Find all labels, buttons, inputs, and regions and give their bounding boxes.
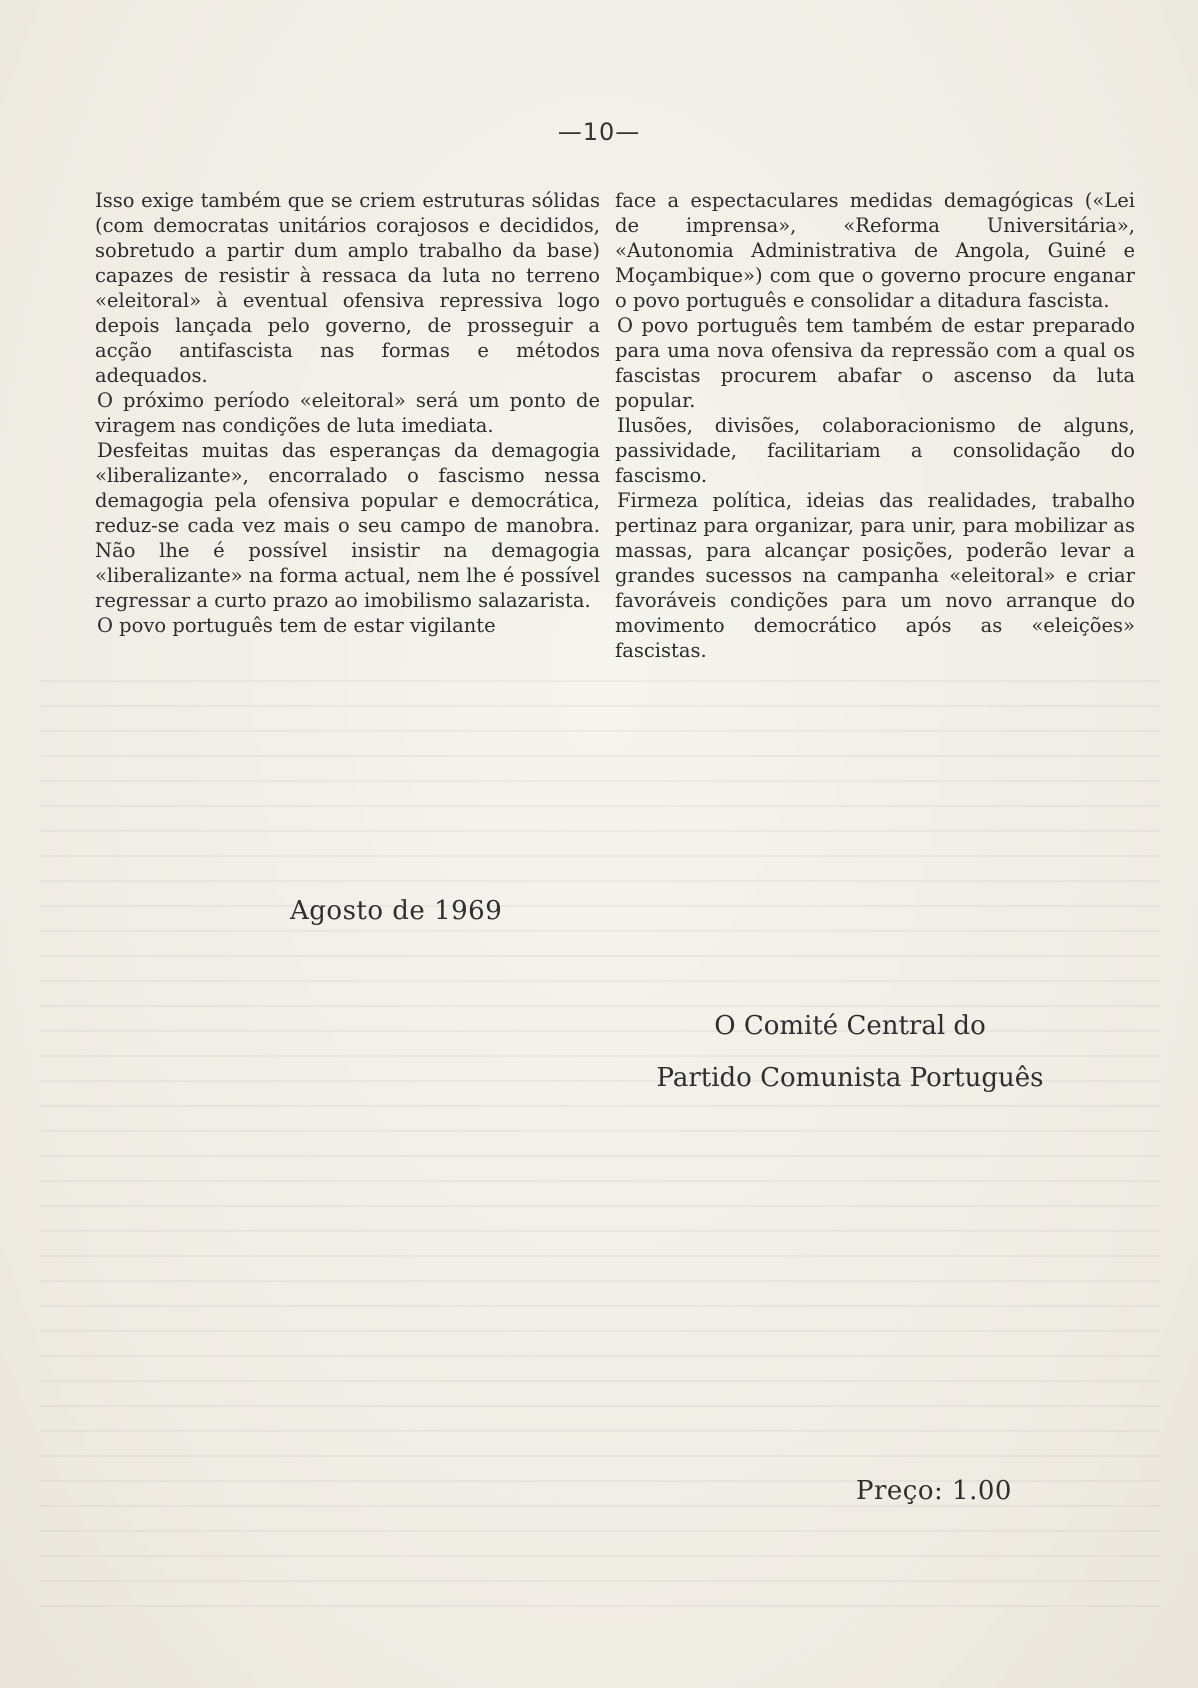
bleed-through-texture — [40, 680, 1160, 1610]
right-paragraph-4: Firmeza política, ideias das realidades, trabalho pertinaz para organizar, para unir, para mobilizar as massas, para alcançar posições, poderão levar a grandes sucessos na campanha «eleitoral» e criar favoráveis condições para um novo arranque do movimento democrático após as «eleições» fascistas. — [615, 489, 1135, 662]
left-paragraph-3: Desfeitas muitas das esperanças da demagogia «liberalizante», encorralado o fascismo nessa demagogia pela ofensiva popular e democrática, reduz-se cada vez mais o seu campo de manobra. Não lhe é possível insistir na demagogia «liberalizante» na forma actual, nem lhe é possível regressar a curto prazo ao imobilismo salazarista. — [95, 439, 600, 612]
price-label: Preço: 1.00 — [856, 1476, 1012, 1506]
right-paragraph-2: O povo português tem também de estar preparado para uma nova ofensiva da repressão com a qual os fascistas procurem abafar o ascenso da luta popular. — [615, 314, 1135, 412]
left-paragraph-2: O próximo período «eleitoral» será um ponto de viragem nas condições de luta imediata. — [95, 389, 600, 437]
signature-line-2: Partido Comunista Português — [656, 1063, 1044, 1093]
date-line: Agosto de 1969 — [290, 896, 503, 926]
left-paragraph-1: Isso exige também que se criem estruturas sólidas (com democratas unitários corajosos e decididos, sobretudo a partir dum amplo trabalho da base) capazes de resistir à ressaca da luta no terreno «eleitoral» à eventual ofensiva repressiva logo depois lançada pelo governo, de prosseguir a acção antifascista nas formas e métodos adequados. — [95, 189, 600, 387]
right-column — [615, 188, 1135, 663]
signature-block — [640, 1000, 1060, 1104]
right-paragraph-3: Ilusões, divisões, colaboracionismo de alguns, passividade, facilitariam a consolidação do fascismo. — [615, 414, 1135, 487]
left-column — [95, 188, 600, 638]
left-paragraph-4: O povo português tem de estar vigilante — [97, 614, 496, 637]
page-number: —10— — [557, 118, 641, 146]
right-paragraph-1: face a espectaculares medidas demagógicas («Lei de imprensa», «Reforma Universitária», «Autonomia Administrativa de Angola, Guiné e Moçambique») com que o governo procure enganar o povo português e consolidar a ditadura fascista. — [615, 189, 1135, 312]
signature-line-1: O Comité Central do — [714, 1011, 986, 1041]
